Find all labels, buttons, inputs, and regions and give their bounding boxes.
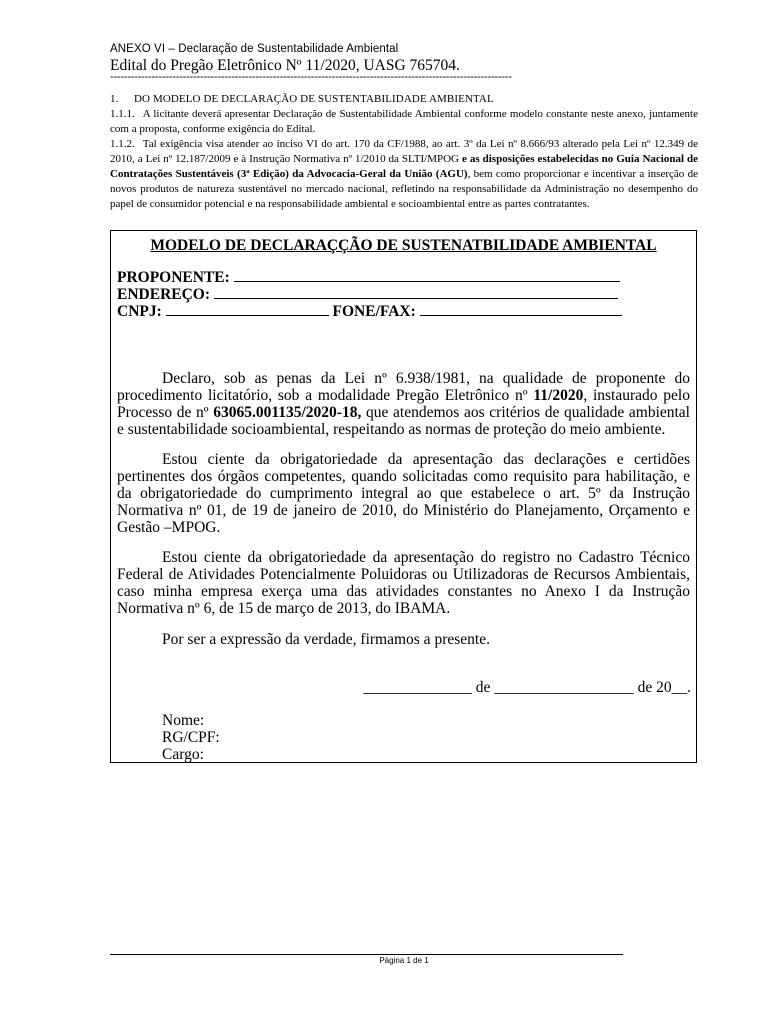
section-title-text: DO MODELO DE DECLARAÇÃO DE SUSTENTABILIDADE AMBIENTAL [134,93,494,105]
fone-label: FONE/FAX: [332,303,416,320]
proponente-field [117,269,620,287]
p1-text-a: Declaro, sob as penas da Lei nº 6.938/1981, na qualidade de proponente do procedimento licitatório, sob a modalidade Pregão Eletrônico nº [117,370,690,404]
p1-pregao-number: 11/2020 [533,387,584,404]
item-1-1-1 [110,107,698,137]
p1-text-b: , instaurado pelo Processo de nº [117,387,690,421]
rg-cpf-label: RG/CPF: [162,729,220,746]
cnpj-label: CNPJ: [117,303,162,320]
endereco-label: ENDEREÇO: [117,286,211,303]
section-number: 1. [110,93,119,105]
declaration-paragraph-1 [117,370,690,438]
fone-blank [420,303,622,316]
section-heading [110,93,494,105]
annex-title: ANEXO VI – Declaração de Sustentabilidade Ambiental [110,43,399,55]
declaration-paragraph-4: Por ser a expressão da verdade, firmamos a presente. [162,631,490,648]
model-title: MODELO DE DECLARAÇÇÃO DE SUSTENATBILIDADE AMBIENTAL [150,237,657,254]
p1-process-number: 63065.001135/2020-18, [213,404,362,421]
date-line: ______________ de __________________ de 20__. [363,679,691,696]
item-text: A licitante deverá apresentar Declaração de Sustentabilidade Ambiental conforme modelo constante neste anexo, juntamente com a proposta, conforme exigência do Edital. [110,108,698,135]
item-1-1-2 [110,137,698,212]
edital-title: Edital do Pregão Eletrônico Nº 11/2020, UASG 765704. [110,57,460,74]
item-number: 1.1.2. [110,138,135,150]
p1-text-c: que atendemos aos critérios de qualidade ambiental e sustentabilidade socioambiental, respeitando as normas de proteção do meio ambiente. [117,404,690,438]
item-text-before: Tal exigência visa atender ao inciso VI do art. 170 da CF/1988, ao art. 3º da Lei nº 8.666/93 alterado pela Lei nº 12.349 de 2010, a Lei nº 12.187/2009 e à Instrução Normativa nº 1/2010 da SLTI/MPOG [110,138,698,165]
item-text-after: , bem como proporcionar e incentivar a inserção de novos produtos de natureza sustentável no mercado nacional, refletindo na responsabilidade da Administração no desempenho do papel de consumidor potencial e na responsabilidade ambiental e socioambiental entre as partes contratantes. [110,168,698,210]
endereco-blank [214,286,618,299]
cnpj-field [117,303,622,321]
page-number: Página 1 de 1 [379,956,429,965]
declaration-paragraph-2: Estou ciente da obrigatoriedade da apresentação das declarações e certidões pertinentes dos órgãos competentes, quando solicitadas como requisito para habilitação, e da obrigatoriedade do cumprimento integral ao que estabelece o art. 5º da Instrução Normativa nº 01, de 19 de janeiro de 2010, do Ministério do Planejamento, Orçamento e Gestão –MPOG. [117,451,690,536]
cnpj-blank [166,303,329,316]
proponente-label: PROPONENTE: [117,269,230,286]
item-number: 1.1.1. [110,108,135,120]
cargo-label: Cargo: [162,746,204,763]
item-text-bold: e as disposições estabelecidas no Guia Nacional de Contratações Sustentáveis (3ª Edição) da Advocacia-Geral da União (AGU) [110,153,699,180]
endereco-field [117,286,618,304]
declaration-model-box [110,230,697,763]
nome-label: Nome: [162,712,205,729]
declaration-paragraph-3: Estou ciente da obrigatoriedade da apresentação do registro no Cadastro Técnico Federal de Atividades Potencialmente Poluidoras ou Utilizadoras de Recursos Ambientais, caso minha empresa exerça uma das atividades constantes no Anexo I da Instrução Normativa nº 6, de 15 de março de 2013, do IBAMA. [117,549,690,617]
footer-rule [110,954,623,955]
proponente-blank [234,269,620,282]
dashed-separator: -------------------------------------------------------------------------------------------------------------------- [110,71,512,83]
